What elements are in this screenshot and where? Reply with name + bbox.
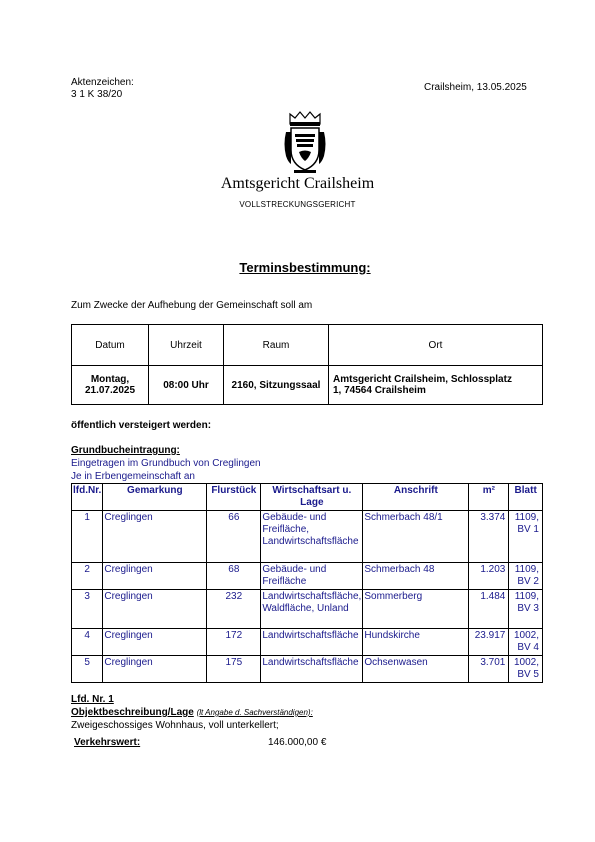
col-wirtschaftsart: Wirtschaftsart u. Lage (261, 484, 363, 511)
cell-gemarkung: Creglingen (103, 511, 207, 563)
page-title: Terminsbestimmung: (239, 260, 371, 275)
land-register-title: Grundbucheintragung: (71, 445, 180, 456)
object-description-note: (lt Angabe d. Sachverständigen): (196, 708, 313, 717)
appointment-date (72, 366, 149, 405)
appointment-time: 08:00 Uhr (149, 366, 224, 405)
table-row (72, 629, 543, 656)
cell-anschrift: Hundskirche (363, 629, 469, 656)
cell-blatt: 1002, BV 5 (509, 656, 543, 683)
cell-wirtschaftsart: Landwirtschaftsfläche, Waldfläche, Unland (261, 590, 363, 629)
appointment-weekday: Montag, (90, 374, 130, 385)
cell-gemarkung: Creglingen (103, 629, 207, 656)
cell-gemarkung: Creglingen (103, 656, 207, 683)
cell-flurstueck: 172 (207, 629, 261, 656)
table-row (72, 590, 543, 629)
cell-nr: 1 (72, 511, 103, 563)
cell-blatt: 1109, BV 3 (509, 590, 543, 629)
cell-wirtschaftsart: Gebäude- und Freifläche, Landwirtschaftsfläche (261, 511, 363, 563)
header-room: Raum (224, 325, 329, 366)
cell-gemarkung: Creglingen (103, 563, 207, 590)
object-description-label: Objektbeschreibung/Lage (71, 707, 194, 718)
cell-nr: 2 (72, 563, 103, 590)
col-blatt: Blatt (509, 484, 543, 511)
cell-anschrift: Ochsenwasen (363, 656, 469, 683)
cell-blatt: 1002, BV 4 (509, 629, 543, 656)
plots-table (71, 483, 543, 683)
cell-m2: 3.701 (469, 656, 509, 683)
appointment-date-value: 21.07.2025 (84, 385, 136, 396)
cell-anschrift: Schmerbach 48/1 (363, 511, 469, 563)
court-name: Amtsgericht Crailsheim (220, 175, 375, 192)
col-nr: lfd.Nr. (72, 484, 103, 511)
table-row (72, 511, 543, 563)
cell-blatt: 1109, BV 1 (509, 511, 543, 563)
cell-wirtschaftsart: Gebäude- und Freifläche (261, 563, 363, 590)
cell-nr: 3 (72, 590, 103, 629)
header-date: Datum (72, 325, 149, 366)
appointment-place (329, 366, 543, 405)
case-reference-number: 3 1 K 38/20 (71, 89, 123, 100)
appointment-place-line1: Amtsgericht Crailsheim, Schlossplatz (333, 374, 512, 385)
cell-gemarkung: Creglingen (103, 590, 207, 629)
plots-header-row (72, 484, 543, 511)
cell-wirtschaftsart: Landwirtschaftsfläche (261, 656, 363, 683)
land-register-line: Eingetragen im Grundbuch von Creglingen (71, 458, 261, 469)
header-time: Uhrzeit (149, 325, 224, 366)
place-date: Crailsheim, 13.05.2025 (424, 82, 527, 93)
table-row (72, 656, 543, 683)
col-flurstueck: Flurstück (207, 484, 261, 511)
cell-anschrift: Sommerberg (363, 590, 469, 629)
case-reference (71, 77, 134, 101)
cell-flurstueck: 66 (207, 511, 261, 563)
object-description-heading (71, 707, 313, 719)
cell-m2: 3.374 (469, 511, 509, 563)
cell-m2: 23.917 (469, 629, 509, 656)
cell-wirtschaftsart: Landwirtschaftsfläche (261, 629, 363, 656)
table-row (72, 563, 543, 590)
auction-statement: öffentlich versteigert werden: (71, 420, 212, 431)
appointment-header-row (72, 325, 543, 366)
lfd-nr-title: Lfd. Nr. 1 (71, 694, 114, 705)
cell-blatt: 1109, BV 2 (509, 563, 543, 590)
col-gemarkung: Gemarkung (103, 484, 207, 511)
intro-text: Zum Zwecke der Aufhebung der Gemeinschaft soll am (71, 300, 313, 311)
col-m2: m² (469, 484, 509, 511)
coat-of-arms-icon (282, 110, 328, 174)
appointment-room: 2160, Sitzungssaal (224, 366, 329, 405)
object-description-text: Zweigeschossiges Wohnhaus, voll unterkellert; (71, 720, 279, 731)
cell-m2: 1.203 (469, 563, 509, 590)
land-register-line: Je in Erbengemeinschaft an (71, 471, 195, 482)
case-reference-label: Aktenzeichen: (71, 77, 134, 88)
appointment-table (71, 324, 543, 405)
appointment-value-row (72, 366, 543, 405)
cell-nr: 5 (72, 656, 103, 683)
col-anschrift: Anschrift (363, 484, 469, 511)
cell-m2: 1.484 (469, 590, 509, 629)
cell-flurstueck: 68 (207, 563, 261, 590)
market-value: 146.000,00 € (268, 737, 327, 748)
court-department: VOLLSTRECKUNGSGERICHT (239, 200, 356, 209)
header-place: Ort (329, 325, 543, 366)
cell-nr: 4 (72, 629, 103, 656)
market-value-label: Verkehrswert: (74, 737, 141, 748)
cell-anschrift: Schmerbach 48 (363, 563, 469, 590)
cell-flurstueck: 175 (207, 656, 261, 683)
cell-flurstueck: 232 (207, 590, 261, 629)
appointment-place-line2: 1, 74564 Crailsheim (333, 385, 426, 396)
